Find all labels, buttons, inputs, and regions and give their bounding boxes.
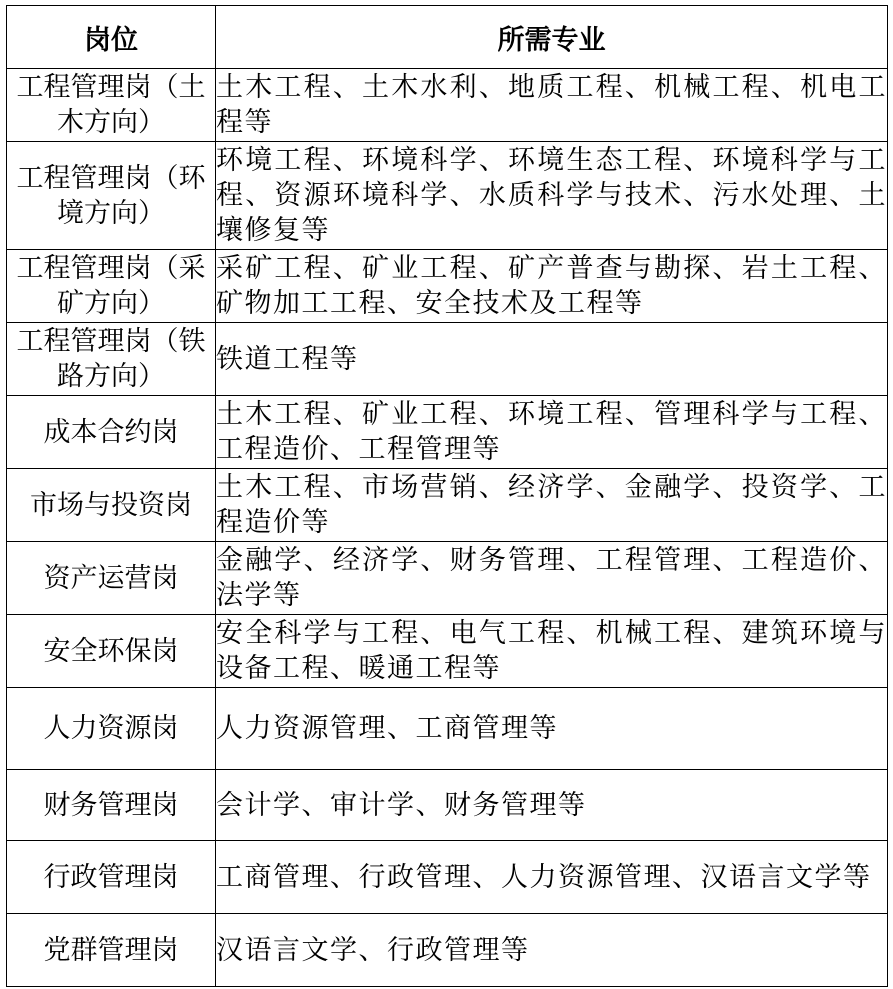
position-cell: 市场与投资岗 — [7, 469, 216, 542]
position-cell: 党群管理岗 — [7, 914, 216, 987]
table-header-row — [7, 6, 888, 69]
table-row — [7, 770, 888, 841]
position-cell: 成本合约岗 — [7, 396, 216, 469]
table-row — [7, 542, 888, 615]
position-cell: 工程管理岗（土木方向） — [7, 69, 216, 142]
table-row — [7, 841, 888, 914]
table-row — [7, 250, 888, 323]
positions-majors-table — [6, 5, 888, 987]
position-cell: 行政管理岗 — [7, 841, 216, 914]
majors-cell: 汉语言文学、行政管理等 — [216, 914, 888, 987]
position-cell: 人力资源岗 — [7, 688, 216, 770]
header-majors: 所需专业 — [216, 6, 888, 69]
position-cell: 工程管理岗（铁路方向） — [7, 323, 216, 396]
table-row — [7, 469, 888, 542]
table-row — [7, 323, 888, 396]
position-cell: 安全环保岗 — [7, 615, 216, 688]
majors-cell: 会计学、审计学、财务管理等 — [216, 770, 888, 841]
header-position: 岗位 — [7, 6, 216, 69]
majors-cell: 人力资源管理、工商管理等 — [216, 688, 888, 770]
table-row — [7, 615, 888, 688]
table-row — [7, 142, 888, 250]
position-cell: 资产运营岗 — [7, 542, 216, 615]
majors-cell: 环境工程、环境科学、环境生态工程、环境科学与工程、资源环境科学、水质科学与技术、污水处理、土壤修复等 — [216, 142, 888, 250]
majors-cell: 采矿工程、矿业工程、矿产普查与勘探、岩土工程、矿物加工工程、安全技术及工程等 — [216, 250, 888, 323]
position-cell: 工程管理岗（环境方向） — [7, 142, 216, 250]
majors-cell: 铁道工程等 — [216, 323, 888, 396]
position-cell: 财务管理岗 — [7, 770, 216, 841]
majors-cell: 土木工程、市场营销、经济学、金融学、投资学、工程造价等 — [216, 469, 888, 542]
position-cell: 工程管理岗（采矿方向） — [7, 250, 216, 323]
majors-cell: 土木工程、矿业工程、环境工程、管理科学与工程、工程造价、工程管理等 — [216, 396, 888, 469]
majors-cell: 工商管理、行政管理、人力资源管理、汉语言文学等 — [216, 841, 888, 914]
majors-cell: 安全科学与工程、电气工程、机械工程、建筑环境与设备工程、暖通工程等 — [216, 615, 888, 688]
majors-cell: 土木工程、土木水利、地质工程、机械工程、机电工程等 — [216, 69, 888, 142]
table-row — [7, 396, 888, 469]
majors-cell: 金融学、经济学、财务管理、工程管理、工程造价、法学等 — [216, 542, 888, 615]
table-row — [7, 914, 888, 987]
table-row — [7, 688, 888, 770]
table-row — [7, 69, 888, 142]
